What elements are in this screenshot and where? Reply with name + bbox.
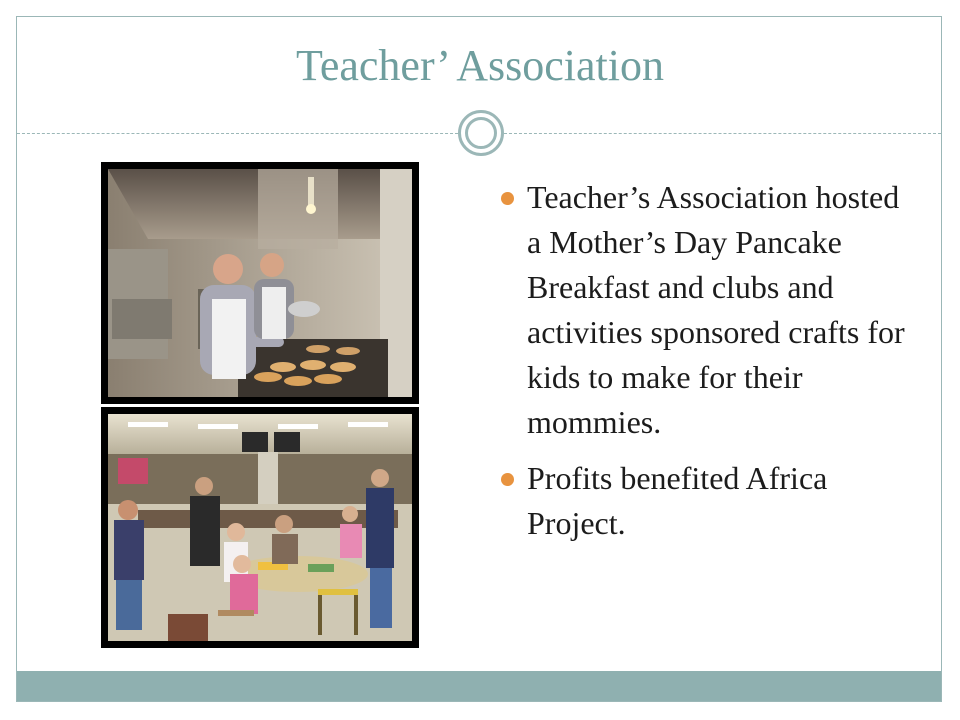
bullet-list bbox=[500, 175, 920, 557]
bullet-item-profits bbox=[500, 456, 920, 546]
cafeteria-photo-art bbox=[108, 414, 412, 641]
slide-title: Teacher’ Association bbox=[296, 41, 664, 90]
bullet-dot-icon bbox=[501, 192, 514, 205]
ring-icon bbox=[458, 110, 504, 156]
title-divider-right bbox=[504, 133, 941, 134]
title-divider-left bbox=[17, 133, 458, 134]
bullet-dot-icon bbox=[501, 473, 514, 486]
kitchen-photo-art bbox=[108, 169, 412, 397]
photo-kitchen-pancakes bbox=[101, 162, 419, 404]
footer-bar bbox=[17, 671, 941, 701]
bullet-text: Teacher’s Association hosted a Mother’s Day Pancake Breakfast and clubs and activities sponsored crafts for kids to make for their mommies. bbox=[527, 179, 905, 440]
photo-cafeteria-crafts bbox=[101, 407, 419, 648]
bullet-item-breakfast bbox=[500, 175, 920, 445]
bullet-text: Profits benefited Africa Project. bbox=[527, 460, 828, 541]
